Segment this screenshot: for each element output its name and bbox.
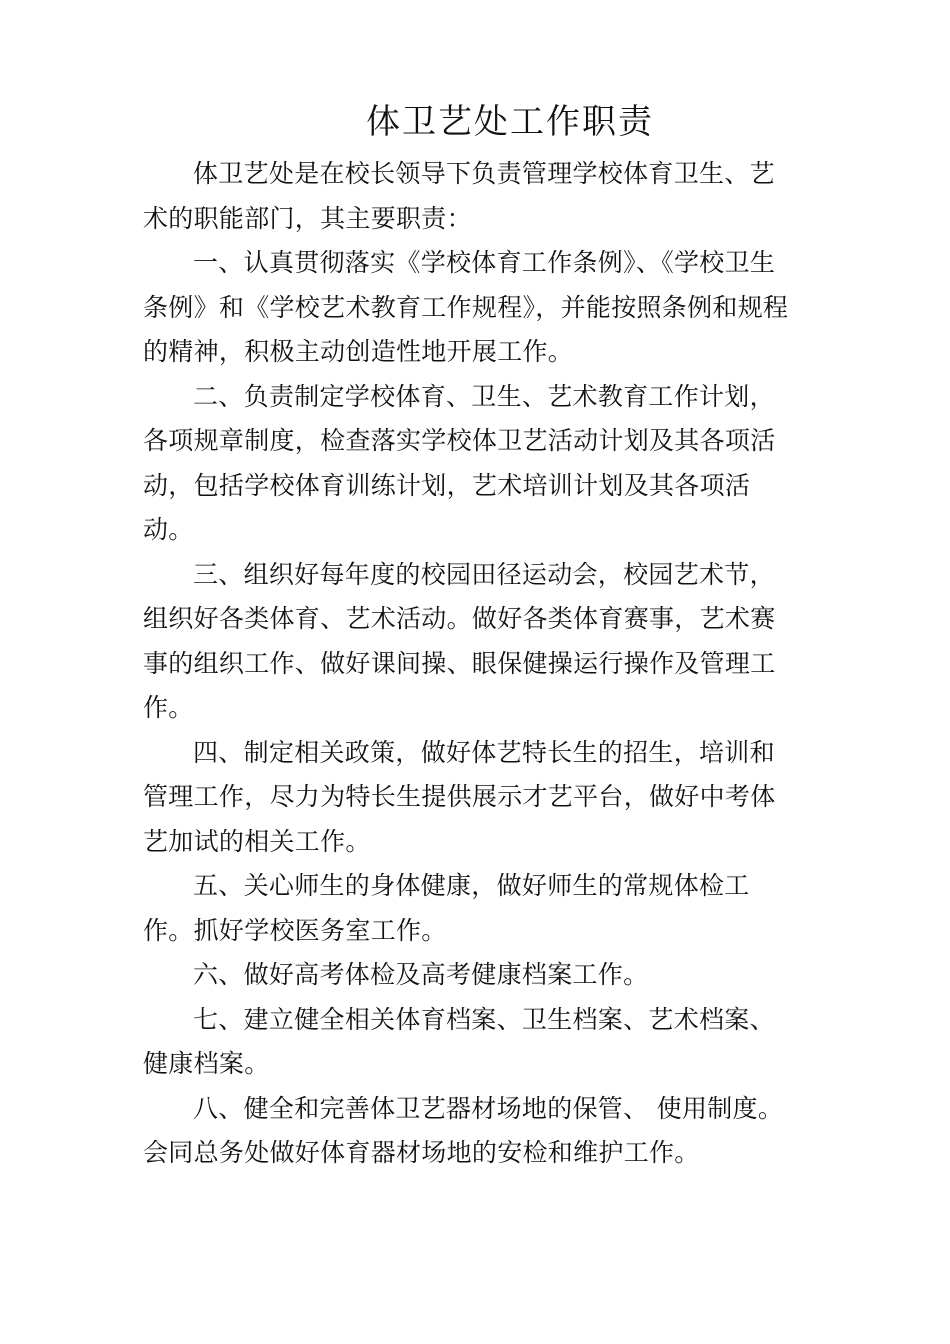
paragraph-item-4: 四、制定相关政策，做好体艺特长生的招生，培训和管理工作，尽力为特长生提供展示才艺平台，做好中考体艺加试的相关工作。 — [143, 737, 776, 856]
paragraph-item-8: 八、健全和完善体卫艺器材场地的保管、 使用制度。会同总务处做好体育器材场地的安检和维护工作。 — [143, 1093, 784, 1167]
paragraph-item-1: 一、认真贯彻落实《学校体育工作条例》、《学校卫生条例》和《学校艺术教育工作规程》，并能按照条例和规程的精神，积极主动创造性地开展工作。 — [143, 248, 789, 366]
paragraph-item-5: 五、关心师生的身体健康，做好师生的常规体检工作。抓好学校医务室工作。 — [143, 871, 750, 945]
paragraph-item-7: 七、建立健全相关体育档案、卫生档案、艺术档案、健康档案。 — [143, 1004, 775, 1078]
paragraph-intro: 体卫艺处是在校长领导下负责管理学校体育卫生、艺术的职能部门，其主要职责： — [143, 159, 775, 233]
page-title: 体卫艺处工作职责 — [366, 102, 654, 142]
paragraph-item-2: 二、负责制定学校体育、卫生、艺术教育工作计划，各项规章制度，检查落实学校体卫艺活动计划及其各项活动，包括学校体育训练计划，艺术培训计划及其各项活动。 — [143, 381, 776, 544]
paragraph-item-3: 三、组织好每年度的校园田径运动会，校园艺术节，组织好各类体育、艺术活动。做好各类体育赛事，艺术赛事的组织工作、做好课间操、眼保健操运行操作及管理工作。 — [143, 559, 776, 722]
document-body — [143, 152, 791, 1176]
paragraph-item-6: 六、做好高考体检及高考健康档案工作。 — [193, 960, 649, 989]
